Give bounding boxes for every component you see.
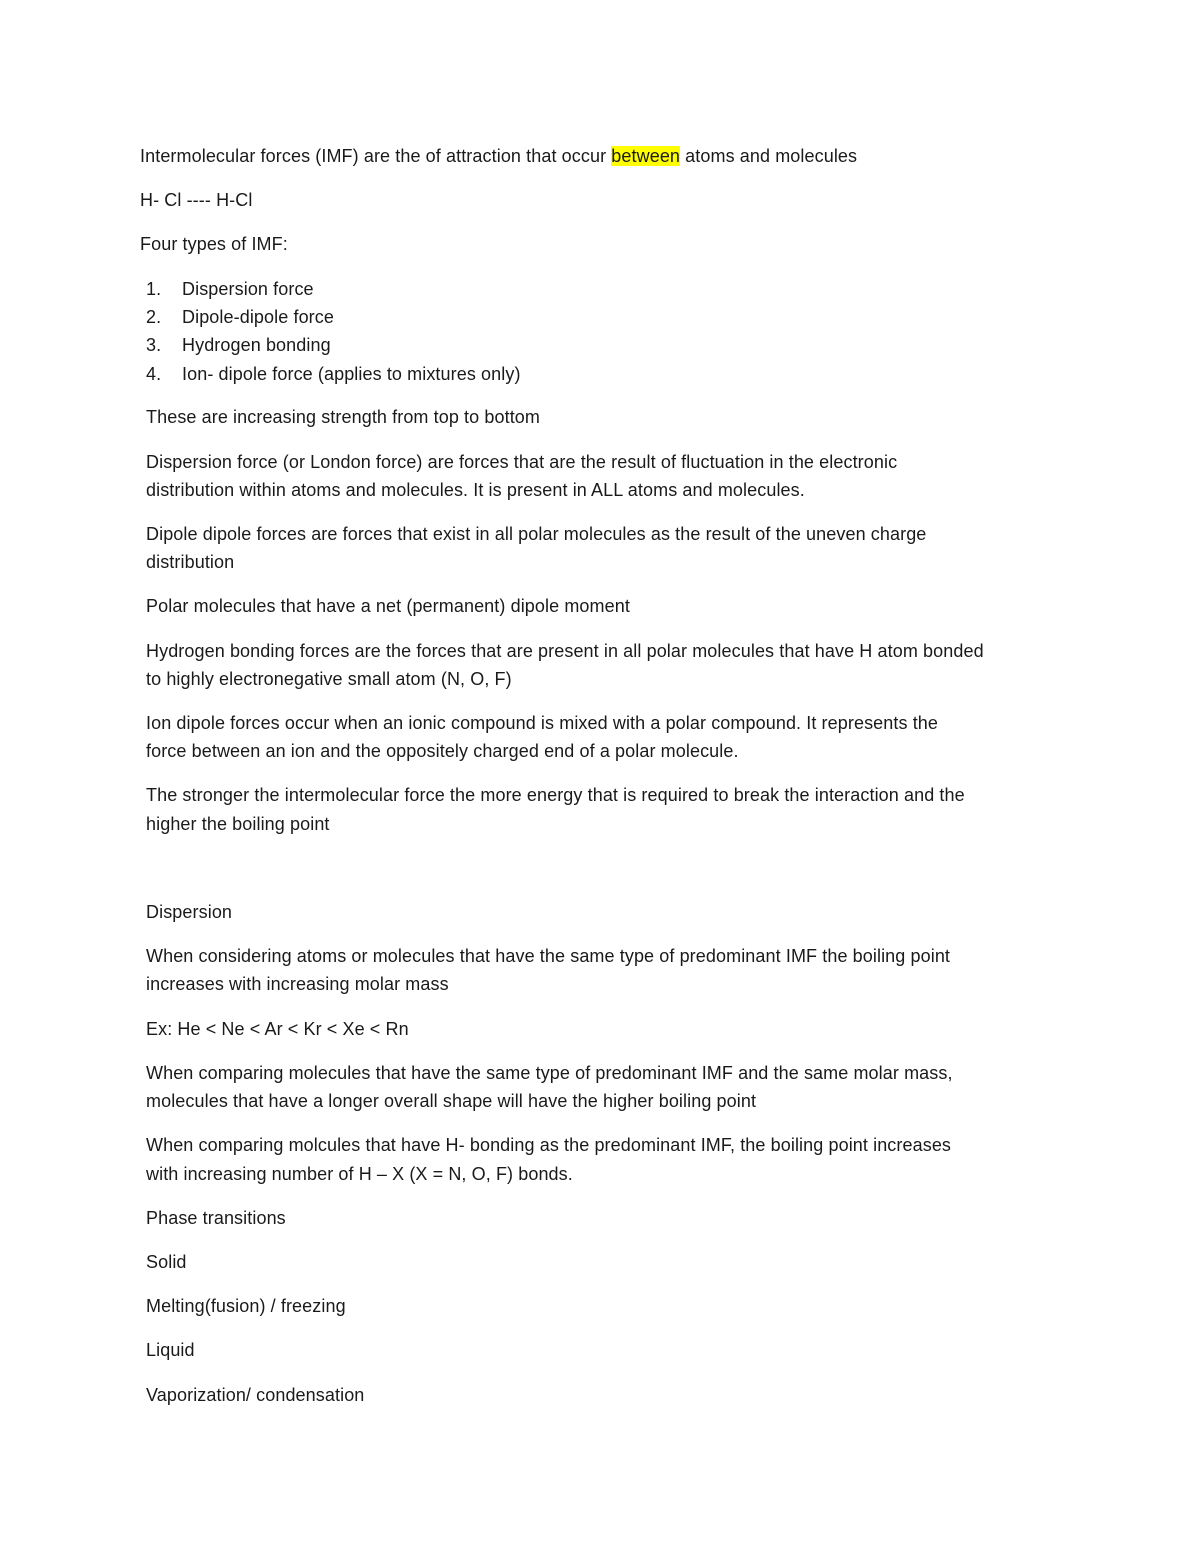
list-item-label: Hydrogen bonding: [182, 335, 331, 355]
dipole-definition-line: distribution: [146, 552, 235, 572]
hbond-definition-line: Hydrogen bonding forces are the forces that are present in all polar molecules that have H atom bonded: [146, 641, 984, 661]
hbond-definition-line: to highly electronegative small atom (N, O, F): [146, 669, 512, 689]
strength-note: These are increasing strength from top to bottom: [146, 407, 540, 427]
phase-item: Solid: [146, 1252, 187, 1272]
molar-mass-note-line: increases with increasing molar mass: [146, 974, 449, 994]
iondipole-definition-line: Ion dipole forces occur when an ionic compound is mixed with a polar compound. It represents the: [146, 713, 939, 733]
list-number: 2.: [146, 307, 162, 327]
list-number: 3.: [146, 335, 162, 355]
highlighted-word: between: [611, 146, 681, 166]
list-item: [146, 305, 334, 329]
list-item-label: Dipole-dipole force: [182, 307, 334, 327]
list-item-label: Dispersion force: [182, 279, 314, 299]
intro-text-after: atoms and molecules: [680, 146, 858, 166]
hbond-note-line: When comparing molcules that have H- bonding as the predominant IMF, the boiling point increases: [146, 1135, 952, 1155]
stronger-note-line: higher the boiling point: [146, 814, 330, 834]
shape-note-line: molecules that have a longer overall shape will have the higher boiling point: [146, 1091, 757, 1111]
shape-note-line: When comparing molecules that have the same type of predominant IMF and the same molar mass,: [146, 1063, 953, 1083]
hcl-line: H- Cl ---- H-Cl: [140, 190, 253, 210]
polar-definition: Polar molecules that have a net (permanent) dipole moment: [146, 596, 630, 616]
stronger-note-line: The stronger the intermolecular force the more energy that is required to break the interaction and the: [146, 785, 965, 805]
list-item: [146, 333, 331, 357]
dipole-definition-line: Dipole dipole forces are forces that exist in all polar molecules as the result of the uneven charge: [146, 524, 927, 544]
list-number: 4.: [146, 364, 162, 384]
dispersion-definition-line: Dispersion force (or London force) are forces that are the result of fluctuation in the electronic: [146, 452, 898, 472]
hbond-note-line: with increasing number of H – X (X = N, O, F) bonds.: [146, 1164, 573, 1184]
dispersion-heading: Dispersion: [146, 902, 233, 922]
types-heading: Four types of IMF:: [140, 234, 288, 254]
dispersion-definition-line: distribution within atoms and molecules. It is present in ALL atoms and molecules.: [146, 480, 805, 500]
list-item: [146, 277, 314, 301]
iondipole-definition-line: force between an ion and the oppositely charged end of a polar molecule.: [146, 741, 739, 761]
list-item-label: Ion- dipole force (applies to mixtures only): [182, 364, 521, 384]
phase-heading: Phase transitions: [146, 1208, 286, 1228]
example-line: Ex: He < Ne < Ar < Kr < Xe < Rn: [146, 1019, 409, 1039]
list-number: 1.: [146, 279, 162, 299]
intro-paragraph: [140, 144, 857, 168]
phase-item: Liquid: [146, 1340, 195, 1360]
phase-item: Melting(fusion) / freezing: [146, 1296, 346, 1316]
intro-text-before: Intermolecular forces (IMF) are the of attraction that occur: [140, 146, 612, 166]
list-item: [146, 362, 521, 386]
phase-item: Vaporization/ condensation: [146, 1385, 365, 1405]
molar-mass-note-line: When considering atoms or molecules that have the same type of predominant IMF the boiling point: [146, 946, 951, 966]
